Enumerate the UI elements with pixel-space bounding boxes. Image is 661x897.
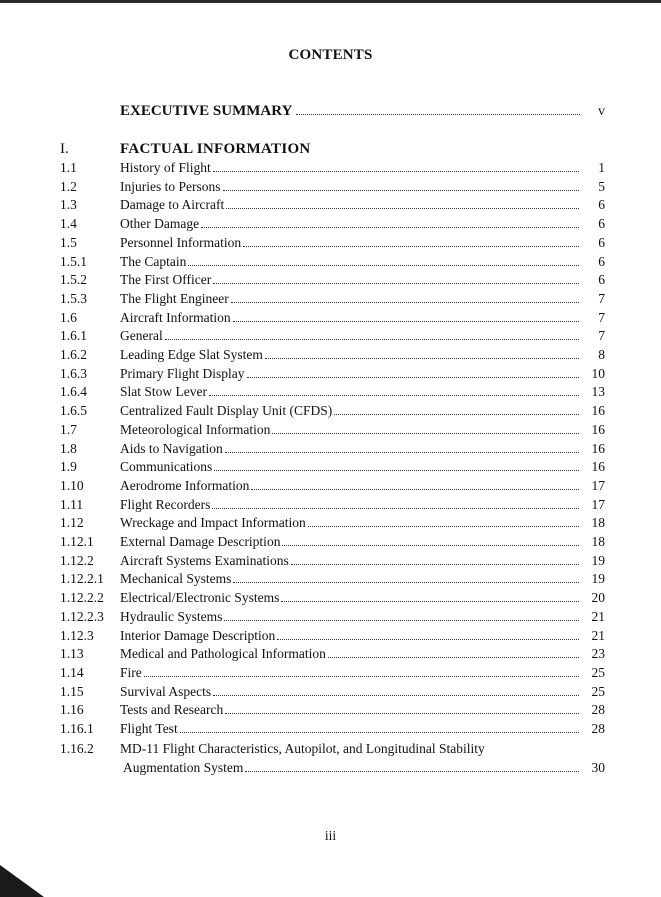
- toc-entry-number: 1.6.1: [60, 328, 87, 344]
- toc-entry[interactable]: [60, 645, 605, 664]
- toc-entry-number: 1.12.2.3: [60, 608, 104, 624]
- toc-entry-page: 7: [598, 290, 605, 306]
- toc-entry-label: Wreckage and Impact Information: [120, 515, 306, 531]
- toc-entry-page: 7: [598, 328, 605, 344]
- toc-entry-number: 1.15: [60, 683, 84, 699]
- dot-leader: [223, 190, 580, 191]
- dot-leader: [291, 564, 579, 565]
- toc-entry-page: 18: [591, 534, 605, 549]
- toc-entry-label: Aircraft Systems Examinations: [120, 552, 289, 568]
- toc-entry[interactable]: [60, 608, 605, 627]
- toc-entry-page: 17: [591, 477, 605, 493]
- toc-entry-page: 16: [591, 421, 605, 437]
- toc-entry[interactable]: [60, 327, 605, 346]
- dot-leader: [281, 601, 579, 602]
- toc-entry-page: 25: [591, 664, 605, 680]
- toc-entry-label: Flight Test: [120, 721, 178, 736]
- toc-entry-number: 1.12.1: [60, 534, 94, 549]
- toc-entry-label: External Damage Description: [120, 534, 281, 549]
- toc-entry[interactable]: [60, 253, 605, 272]
- toc-entry[interactable]: [60, 701, 605, 720]
- section-number: I.: [60, 141, 69, 157]
- toc-entry[interactable]: [60, 178, 605, 197]
- dot-leader: [245, 771, 579, 772]
- dot-leader: [272, 433, 579, 434]
- toc-entry-number: 1.12.2: [60, 552, 94, 568]
- toc-entry-page: 6: [598, 216, 605, 232]
- toc-entry-label: Centralized Fault Display Unit (CFDS): [120, 403, 333, 419]
- toc-entry-label: Hydraulic Systems: [120, 608, 223, 624]
- dot-leader: [213, 695, 579, 696]
- dot-leader: [213, 171, 579, 172]
- toc-entry-label: Survival Aspects: [120, 683, 212, 699]
- toc-entry[interactable]: [60, 309, 605, 328]
- toc-entry[interactable]: [60, 346, 605, 365]
- toc-entry-page: 16: [591, 459, 605, 475]
- toc-entry-page: 16: [591, 403, 605, 419]
- page-number: iii: [324, 828, 337, 843]
- dot-leader: [334, 414, 579, 415]
- toc-entry-number: 1.7: [60, 421, 77, 437]
- toc-entry[interactable]: [60, 159, 605, 178]
- toc-entry-page: 28: [591, 702, 605, 718]
- toc-entry-page: 6: [598, 197, 605, 213]
- dot-leader: [277, 639, 579, 640]
- toc-entry-page: 23: [591, 646, 605, 662]
- toc-entry-page: 20: [591, 590, 605, 606]
- toc-entry[interactable]: [60, 496, 605, 515]
- toc-entry[interactable]: [60, 552, 605, 571]
- toc-entry[interactable]: [60, 477, 605, 496]
- dot-leader: [188, 265, 579, 266]
- toc-entry-number: 1.12.2.2: [60, 590, 104, 606]
- toc-entry-page: 7: [598, 309, 605, 325]
- toc-entry-label: Primary Flight Display: [120, 365, 245, 381]
- dot-leader: [212, 508, 579, 509]
- toc-entry-page: 21: [591, 608, 605, 624]
- toc-entry-page: 8: [598, 347, 605, 362]
- dot-leader: [224, 620, 579, 621]
- toc-entry-label: Mechanical Systems: [120, 571, 232, 587]
- toc-section-heading[interactable]: [60, 141, 311, 161]
- toc-entry-page: v: [598, 104, 605, 119]
- toc-entry[interactable]: [60, 234, 605, 253]
- toc-entry-page: 17: [591, 496, 605, 512]
- toc-entry-label-line1: MD-11 Flight Characteristics, Autopilot, and Longitudinal Stability: [120, 741, 485, 756]
- toc-entry-number: 1.14: [60, 664, 84, 680]
- toc-entry[interactable]: [60, 421, 605, 440]
- toc-entry-label: Other Damage: [120, 216, 200, 232]
- toc-entry[interactable]: [60, 196, 605, 215]
- toc-entry-number: 1.6.4: [60, 384, 87, 400]
- dot-leader: [265, 358, 579, 359]
- toc-entry-label: Slat Stow Lever: [120, 384, 207, 400]
- toc-entry-number: 1.5: [60, 234, 77, 250]
- toc-entry-label: Aids to Navigation: [120, 440, 223, 456]
- toc-entry-page: 13: [591, 384, 605, 400]
- toc-entry-multiline[interactable]: [60, 740, 605, 759]
- toc-entry-page: 25: [591, 683, 605, 699]
- toc-entry-page: 21: [591, 627, 605, 643]
- toc-entry-label: Aircraft Information: [120, 309, 231, 325]
- toc-entry-label-line2: Augmentation System: [123, 760, 244, 775]
- toc-entry-page: 6: [598, 253, 605, 269]
- toc-entry-label: General: [120, 328, 163, 344]
- dot-leader: [247, 377, 580, 378]
- toc-entry-page: 6: [598, 234, 605, 250]
- toc-entry-page: 19: [591, 552, 605, 568]
- toc-entry[interactable]: [60, 215, 605, 234]
- dot-leader: [165, 339, 579, 340]
- toc-entry[interactable]: [60, 627, 605, 646]
- dot-leader: [243, 246, 579, 247]
- toc-entry-page: 30: [591, 760, 605, 775]
- dot-leader: [144, 676, 579, 677]
- toc-entry-label: Leading Edge Slat System: [120, 347, 263, 362]
- toc-entry-number: 1.11: [60, 496, 84, 512]
- toc-entry-page: 10: [591, 365, 605, 381]
- dot-leader: [209, 395, 579, 396]
- toc-entry-executive-summary[interactable]: [120, 103, 605, 123]
- toc-entry-label: Personnel Information: [120, 234, 242, 250]
- toc-entry[interactable]: [60, 589, 605, 608]
- toc-entry[interactable]: [60, 720, 605, 739]
- toc-entry[interactable]: [60, 683, 605, 702]
- toc-entry-number: 1.12.2.1: [60, 571, 104, 587]
- toc-entry-page: 5: [598, 178, 605, 194]
- toc-entry-number: 1.3: [60, 197, 77, 213]
- dot-leader: [225, 452, 579, 453]
- toc-entry-number: 1.4: [60, 216, 77, 232]
- toc-entry-number: 1.6.3: [60, 365, 87, 381]
- toc-entry-page: 19: [591, 571, 605, 587]
- toc-entry-page: 28: [591, 721, 605, 736]
- toc-entry[interactable]: [60, 402, 605, 421]
- toc-entry-label: The Captain: [120, 253, 187, 269]
- dot-leader: [225, 713, 579, 714]
- toc-entry-number: 1.9: [60, 459, 77, 475]
- page-title: CONTENTS: [288, 47, 373, 63]
- toc-entry-continuation[interactable]: [60, 759, 605, 778]
- toc-entry-label: Aerodrome Information: [120, 477, 250, 493]
- toc-entry[interactable]: [60, 458, 605, 477]
- toc-entry-label: Interior Damage Description: [120, 627, 276, 643]
- toc-entry[interactable]: [60, 271, 605, 290]
- toc-entry-number: 1.6.5: [60, 403, 87, 419]
- toc-entry-number: 1.13: [60, 646, 84, 662]
- toc-entry-number: 1.10: [60, 477, 84, 493]
- toc-entry-number: 1.12.3: [60, 627, 94, 643]
- dot-leader: [213, 283, 579, 284]
- toc-entry-label: Damage to Aircraft: [120, 197, 225, 213]
- toc-entry-number: 1.5.2: [60, 272, 87, 288]
- toc-entry-label: History of Flight: [120, 160, 211, 175]
- dot-leader: [201, 227, 579, 228]
- toc-entry-number: 1.5.3: [60, 290, 87, 306]
- toc-entry-number: 1.6.2: [60, 347, 87, 362]
- page-top-border: [0, 0, 661, 3]
- scan-corner-artifact: [0, 865, 44, 897]
- toc-entry[interactable]: [60, 290, 605, 309]
- toc-entry-label: Communications: [120, 459, 213, 475]
- toc-entry-number: 1.16: [60, 702, 84, 718]
- toc-entry-label: The First Officer: [120, 272, 212, 288]
- toc-entry-number: 1.5.1: [60, 253, 87, 269]
- toc-entry-number: 1.6: [60, 309, 77, 325]
- section-label: FACTUAL INFORMATION: [120, 141, 311, 157]
- toc-entry[interactable]: [60, 514, 605, 533]
- toc-entry[interactable]: [60, 365, 605, 384]
- toc-entry[interactable]: [60, 383, 605, 402]
- toc-entry-page: 18: [591, 515, 605, 531]
- toc-entry[interactable]: [60, 570, 605, 589]
- toc-entry-number: 1.16.1: [60, 721, 94, 736]
- toc-entry-number: 1.1: [60, 160, 77, 175]
- dot-leader: [308, 526, 579, 527]
- dot-leader: [214, 470, 579, 471]
- toc-entry-page: 1: [598, 160, 605, 175]
- toc-entry-number: 1.2: [60, 178, 77, 194]
- toc-entry-label: The Flight Engineer: [120, 290, 229, 306]
- dot-leader: [328, 657, 579, 658]
- toc-entry-label: Electrical/Electronic Systems: [120, 590, 280, 606]
- dot-leader: [231, 302, 579, 303]
- toc-entry-label: Fire: [120, 664, 142, 680]
- toc-entry-label: Medical and Pathological Information: [120, 646, 326, 662]
- toc-entry[interactable]: [60, 664, 605, 683]
- dot-leader: [282, 545, 579, 546]
- dot-leader: [251, 489, 579, 490]
- toc-entry-label: Tests and Research: [120, 702, 224, 718]
- toc-entry-page: 16: [591, 440, 605, 456]
- toc-entry-label: EXECUTIVE SUMMARY: [120, 103, 293, 119]
- dot-leader: [226, 208, 579, 209]
- toc-entry-label: Meteorological Information: [120, 421, 271, 437]
- toc-entry-number: 1.12: [60, 515, 84, 531]
- toc-entry-label: Injuries to Persons: [120, 178, 221, 194]
- toc-entry[interactable]: [60, 533, 605, 552]
- dot-leader: [233, 321, 579, 322]
- dot-leader: [233, 582, 579, 583]
- dot-leader: [296, 114, 580, 115]
- toc-entry-number: 1.16.2: [60, 741, 94, 756]
- dot-leader: [180, 732, 579, 733]
- toc-entry[interactable]: [60, 440, 605, 459]
- toc-entry-label: Flight Recorders: [120, 496, 211, 512]
- toc-entry-page: 6: [598, 272, 605, 288]
- toc-entry-number: 1.8: [60, 440, 77, 456]
